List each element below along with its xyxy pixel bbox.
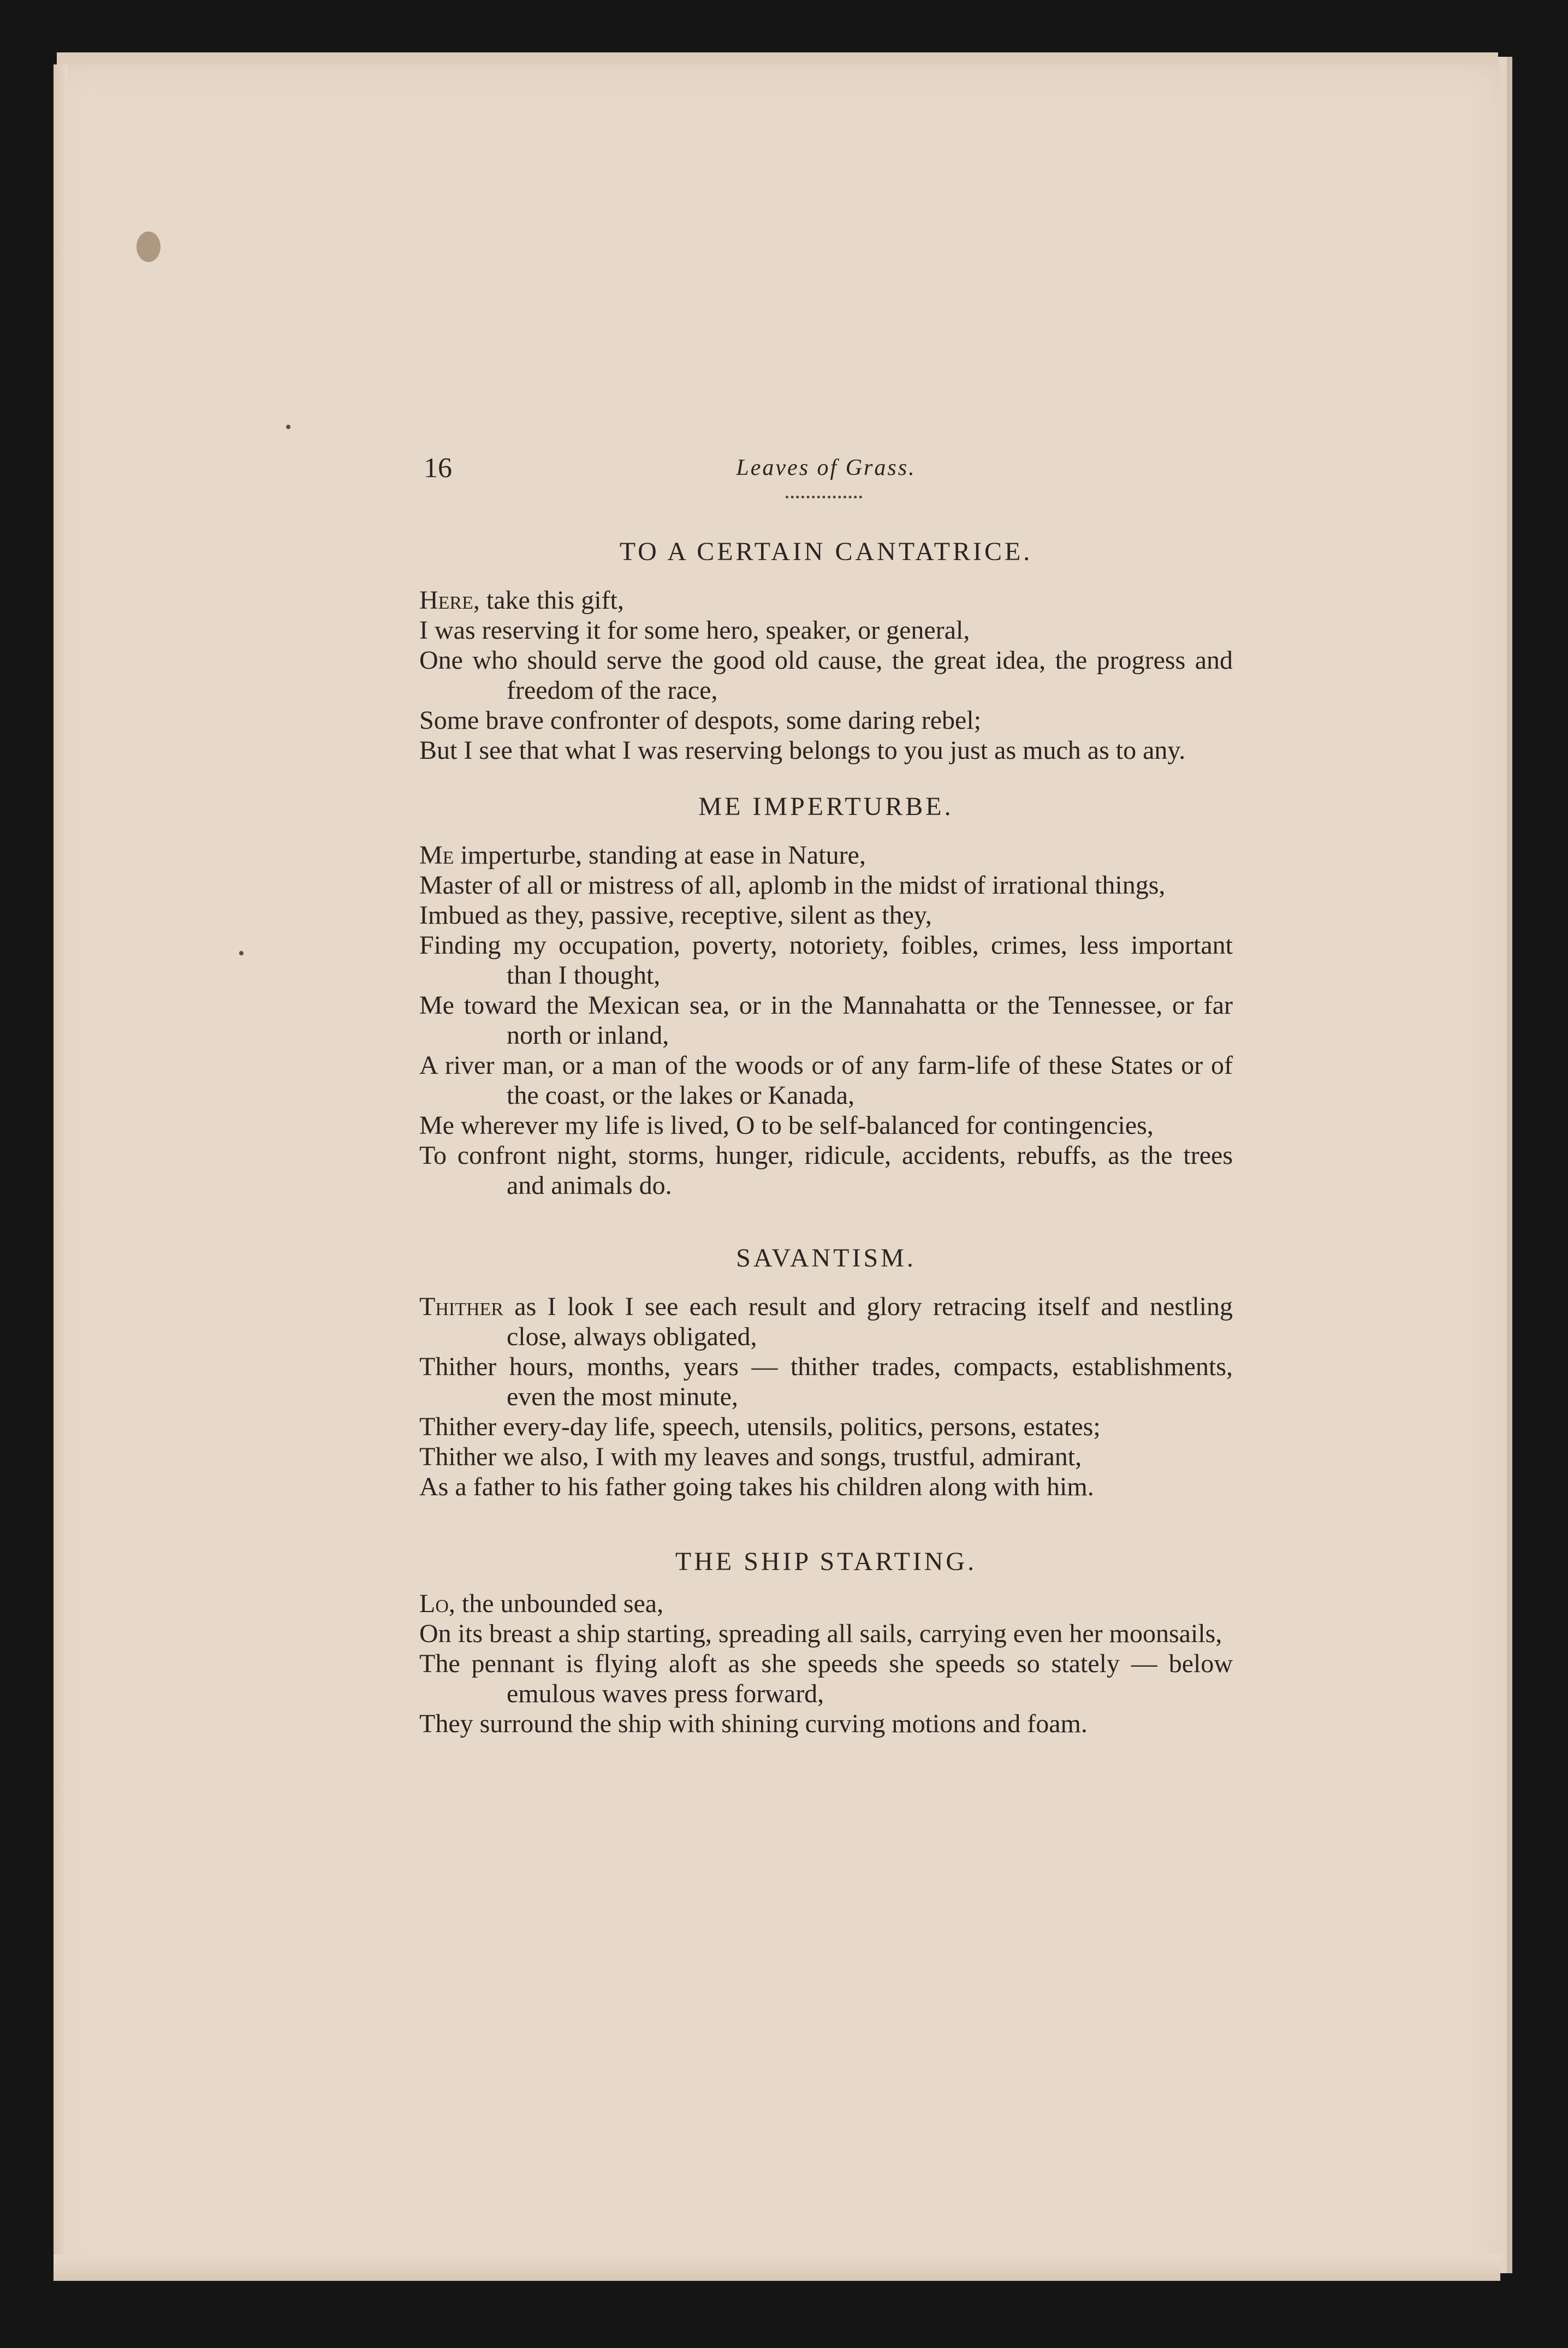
line-text: , the unbounded sea,: [448, 1589, 664, 1618]
poem-line: [419, 870, 1233, 900]
opening-word: Here: [419, 586, 473, 615]
opening-word: Lo: [419, 1589, 449, 1618]
poem-body: [419, 1292, 1233, 1502]
line-text: Some brave confronter of despots, some daring rebel;: [419, 706, 982, 735]
running-title: Leaves of Grass.: [736, 455, 916, 480]
line-text: Me toward the Mexican sea, or in the Mannahatta or the Tennessee, or far north or inland,: [419, 991, 1233, 1050]
poem-line: [419, 615, 1233, 645]
line-text: , take this gift,: [473, 586, 624, 615]
poem-line: [419, 1589, 1233, 1619]
poem-line: [419, 1140, 1233, 1200]
line-text: On its breast a ship starting, spreading all sails, carrying even her moonsails,: [419, 1619, 1222, 1648]
page-edge: [54, 2255, 1500, 2281]
poem-line: [419, 1709, 1233, 1739]
poem-line: [419, 645, 1233, 705]
header-rule: [786, 496, 862, 498]
poem-line: [419, 1352, 1233, 1412]
poem-title: ME IMPERTURBE.: [698, 792, 954, 821]
poem-title: TO A CERTAIN CANTATRICE.: [619, 537, 1033, 566]
poem-line: [419, 1619, 1233, 1649]
poem-body: [419, 840, 1233, 1200]
poem-line: [419, 900, 1233, 930]
line-text: Thither we also, I with my leaves and songs, trustful, admirant,: [419, 1442, 1082, 1471]
line-text: Master of all or mistress of all, aplomb in the midst of irrational things,: [419, 871, 1166, 900]
line-text: A river man, or a man of the woods or of any farm-life of these States or of the coast, or the lakes or Kanada,: [419, 1051, 1233, 1110]
line-text: They surround the ship with shining curving motions and foam.: [419, 1709, 1088, 1738]
line-text: as I look I see each result and glory retracing itself and nestling close, always obligated,: [503, 1292, 1233, 1351]
poems-container: [419, 537, 1233, 1739]
speck: [286, 425, 290, 429]
poem-line: [419, 735, 1233, 765]
line-text: Imbued as they, passive, receptive, silent as they,: [419, 901, 932, 930]
poem-line: [419, 1649, 1233, 1709]
line-text: But I see that what I was reserving belongs to you just as much as to any.: [419, 736, 1186, 765]
poem-line: [419, 585, 1233, 615]
poem-body: [419, 585, 1233, 765]
poem-line: [419, 840, 1233, 870]
poem-title: SAVANTISM.: [736, 1244, 916, 1273]
opening-word: Thither: [419, 1292, 503, 1321]
running-head: [419, 453, 1233, 494]
opening-word: Me: [419, 841, 454, 870]
poem-line: [419, 1412, 1233, 1442]
line-text: I was reserving it for some hero, speaker, or general,: [419, 616, 970, 645]
poem-body: [419, 1589, 1233, 1739]
line-text: Thither hours, months, years — thither trades, compacts, establishments, even the most minute,: [419, 1352, 1233, 1411]
poem-line: [419, 1110, 1233, 1140]
line-text: To confront night, storms, hunger, ridicule, accidents, rebuffs, as the trees and animals do.: [419, 1141, 1233, 1200]
line-text: Finding my occupation, poverty, notoriety, foibles, crimes, less important than I thought,: [419, 931, 1233, 990]
page-edge: [54, 64, 68, 2281]
line-text: Thither every-day life, speech, utensils, politics, persons, estates;: [419, 1412, 1101, 1441]
poem-line: [419, 1472, 1233, 1502]
line-text: One who should serve the good old cause, the great idea, the progress and freedom of the race,: [419, 646, 1233, 705]
poem-line: [419, 705, 1233, 735]
poem-line: [419, 930, 1233, 990]
page-text: [419, 453, 1233, 1739]
poem-line: [419, 1442, 1233, 1472]
line-text: imperturbe, standing at ease in Nature,: [454, 841, 866, 870]
line-text: As a father to his father going takes his children along with him.: [419, 1472, 1094, 1501]
line-text: The pennant is flying aloft as she speeds she speeds so stately — below emulous waves press forward,: [419, 1649, 1233, 1708]
poem-line: [419, 1050, 1233, 1110]
foxing-spot: [136, 231, 161, 262]
page-number: 16: [424, 453, 452, 484]
poem-line: [419, 1292, 1233, 1352]
poem-line: [419, 990, 1233, 1050]
poem-title: THE SHIP STARTING.: [675, 1547, 977, 1576]
speck: [239, 951, 243, 955]
line-text: Me wherever my life is lived, O to be self-balanced for contingencies,: [419, 1111, 1154, 1140]
